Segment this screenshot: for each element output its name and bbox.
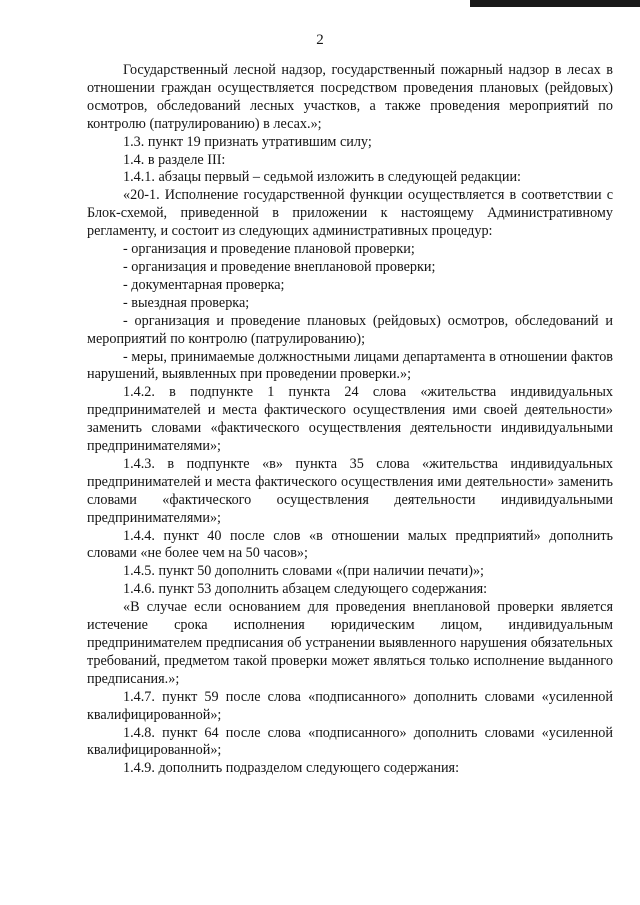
paragraph-1-4-5: 1.4.5. пункт 50 дополнить словами «(при наличии печати)»;	[123, 563, 484, 580]
paragraph-1-4-8: 1.4.8. пункт 64 после слова «подписанного» дополнить словами «усиленной квалифицированной»;	[87, 724, 613, 759]
paragraph-1-4-1: 1.4.1. абзацы первый – седьмой изложить в следующей редакции:	[123, 169, 521, 186]
paragraph-1-4-2: 1.4.2. в подпункте 1 пункта 24 слова «жительства индивидуальных предпринимателей и места фактического осуществления ими своей деятельности» заменить словами «фактического осуществления деятельности индивидуальными предпринимателями»;	[87, 384, 613, 455]
paragraph-1-4-9: 1.4.9. дополнить подразделом следующего содержания:	[123, 760, 460, 777]
paragraph-unplanned-basis: «В случае если основанием для проведения внеплановой проверки является истечение срока исполнения юридическим лицом, индивидуальным предпринимателем предписания об устранении выявленного нарушения обязательных требований, предметом такой проверки может являться только исполнение выданного предписания.»;	[87, 599, 613, 687]
paragraph-1-4-6: 1.4.6. пункт 53 дополнить абзацем следующего содержания:	[123, 581, 488, 598]
paragraph-20-1: «20-1. Исполнение государственной функции осуществляется в соответствии с Блок-схемой, приведенной в приложении к настоящему Административному регламенту, и состоит из следующих административных процедур:	[87, 187, 613, 240]
page-number: 2	[316, 32, 324, 48]
scan-edge-mark	[470, 0, 640, 7]
paragraph-1-4-4: 1.4.4. пункт 40 после слов «в отношении малых предприятий» дополнить словами «не более чем на 50 часов»;	[87, 527, 613, 562]
list-item-planned-inspection: - организация и проведение плановой проверки;	[123, 241, 415, 258]
paragraph-1-4-7: 1.4.7. пункт 59 после слова «подписанного» дополнить словами «усиленной квалифицированной»;	[87, 688, 613, 723]
list-item-raid-inspections: - организация и проведение плановых (рейдовых) осмотров, обследований и мероприятий по контролю (патрулированию);	[87, 312, 613, 347]
list-item-field-inspection: - выездная проверка;	[123, 294, 250, 311]
paragraph-1-4-3: 1.4.3. в подпункте «в» пункта 35 слова «жительства индивидуальных предпринимателей и места фактического осуществления ими деятельности» заменить словами «фактического осуществления деятельности индивидуальными предпринимателями»;	[87, 455, 613, 526]
document-body	[87, 62, 613, 778]
list-item-measures: - меры, принимаемые должностными лицами департамента в отношении фактов нарушений, выявленных при проведении проверки.»;	[87, 348, 613, 383]
list-item-unplanned-inspection: - организация и проведение внеплановой проверки;	[123, 258, 436, 275]
list-item-documentary-inspection: - документарная проверка;	[123, 276, 285, 293]
paragraph-forest-supervision: Государственный лесной надзор, государственный пожарный надзор в лесах в отношении граждан осуществляется посредством проведения плановых (рейдовых) осмотров, обследований лесных участков, а также проведения мероприятий по контролю (патрулированию) в лесах.»;	[87, 62, 613, 132]
paragraph-1-3: 1.3. пункт 19 признать утратившим силу;	[123, 133, 372, 150]
paragraph-1-4: 1.4. в разделе III:	[123, 151, 226, 168]
